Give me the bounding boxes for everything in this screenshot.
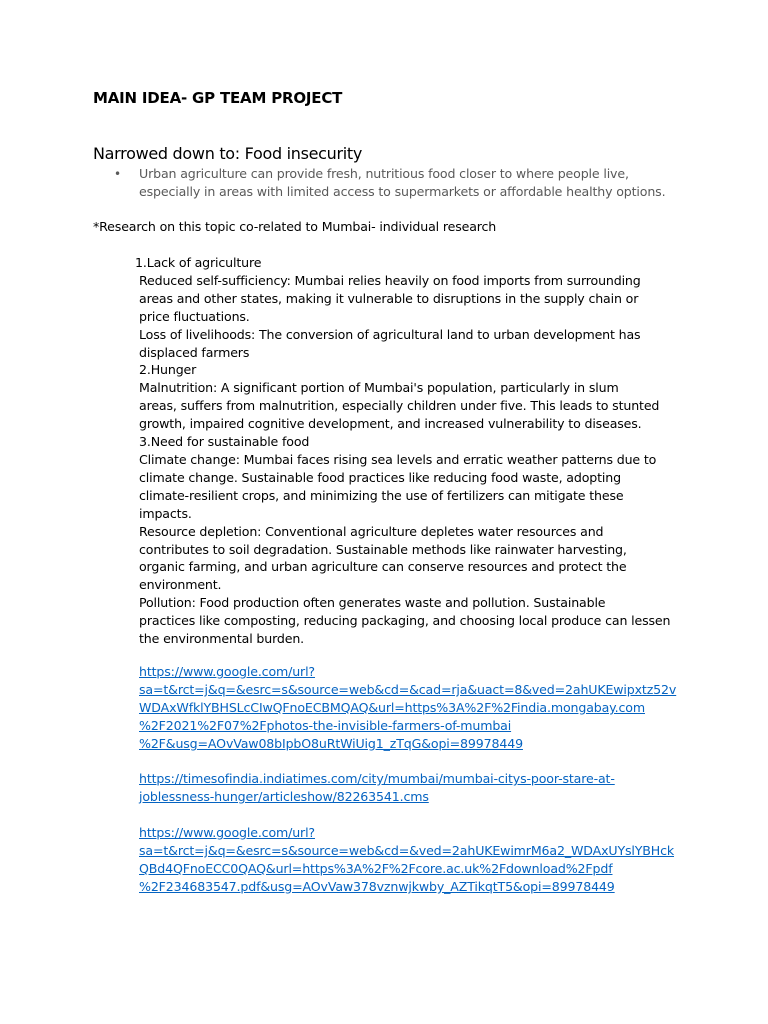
section-line: price fluctuations. [139,308,250,324]
source-link-line[interactable]: %2F234683547.pdf&usg=AOvVaw378vznwjkwby_AZTikqtT5&opi=89978449 [139,879,615,894]
source-link-line[interactable]: https://timesofindia.indiatimes.com/city/mumbai/mumbai-citys-poor-stare-at- [139,771,615,786]
section-line: Malnutrition: A significant portion of Mumbai's population, particularly in slum [139,380,619,396]
source-link-line[interactable]: sa=t&rct=j&q=&esrc=s&source=web&cd=&ved=2ahUKEwimrM6a2_WDAxUYslYBHck [139,843,675,858]
research-note: *Research on this topic co-related to Mumbai- individual research [93,219,497,234]
section-line: organic farming, and urban agriculture can conserve resources and protect the [139,559,627,575]
section-line: climate change. Sustainable food practices like reducing food waste, adopting [139,469,621,485]
source-link-line[interactable]: sa=t&rct=j&q=&esrc=s&source=web&cd=&cad=rja&uact=8&ved=2ahUKEwipxtz52v [139,682,677,697]
source-link-line[interactable]: joblessness-hunger/articleshow/82263541.cms [139,789,429,804]
section-line: the environmental burden. [139,631,305,647]
section-line: displaced farmers [139,344,250,360]
section-line: areas, suffers from malnutrition, especially children under five. This leads to stunted [139,398,660,414]
section-line: Loss of livelihoods: The conversion of agricultural land to urban development has [139,326,641,342]
bullet-icon: • [114,167,122,181]
source-link-line[interactable]: https://www.google.com/url? [139,664,315,679]
source-link-line[interactable]: WDAxWfklYBHSLcCIwQFnoECBMQAQ&url=https%3A%2F%2Findia.mongabay.com [139,700,645,715]
section-heading: 2.Hunger [139,362,197,378]
section-line: areas and other states, making it vulnerable to disruptions in the supply chain or [139,290,639,306]
section-line: Climate change: Mumbai faces rising sea levels and erratic weather patterns due to [139,451,657,467]
section-line: practices like composting, reducing packaging, and choosing local produce can lessen [139,613,671,629]
bullet-line: especially in areas with limited access to supermarkets or affordable healthy options. [139,183,666,199]
section-line: Reduced self-sufficiency: Mumbai relies heavily on food imports from surrounding [139,272,641,288]
section-line: Resource depletion: Conventional agriculture depletes water resources and [139,523,604,539]
source-link-line[interactable]: QBd4QFnoECC0QAQ&url=https%3A%2F%2Fcore.ac.uk%2Fdownload%2Fpdf [139,861,613,876]
section-line: impacts. [139,505,192,521]
source-link-line[interactable]: %2F&usg=AOvVaw08bIpbO8uRtWiUig1_zTqG&opi=89978449 [139,736,523,751]
bullet-item [139,165,699,200]
section-line: climate-resilient crops, and minimizing the use of fertilizers can mitigate these [139,487,624,503]
section-line: growth, impaired cognitive development, and increased vulnerability to diseases. [139,416,642,432]
doc-title: MAIN IDEA- GP TEAM PROJECT [93,89,343,107]
source-link-2[interactable] [139,770,684,806]
section-line: Pollution: Food production often generates waste and pollution. Sustainable [139,595,606,611]
bullet-line: Urban agriculture can provide fresh, nutritious food closer to where people live, [139,166,629,181]
section-line: contributes to soil degradation. Sustainable methods like rainwater harvesting, [139,541,627,557]
section-heading: 3.Need for sustainable food [139,434,310,450]
source-link-1[interactable] [139,663,684,753]
source-link-line[interactable]: %2F2021%2F07%2Fphotos-the-invisible-farmers-of-mumbai [139,718,512,733]
doc-subtitle: Narrowed down to: Food insecurity [93,144,363,163]
source-link-line[interactable]: https://www.google.com/url? [139,825,315,840]
research-sections [135,254,684,648]
section-heading: 1.Lack of agriculture [135,255,262,270]
section-line: environment. [139,577,222,593]
source-link-3[interactable] [139,824,684,896]
